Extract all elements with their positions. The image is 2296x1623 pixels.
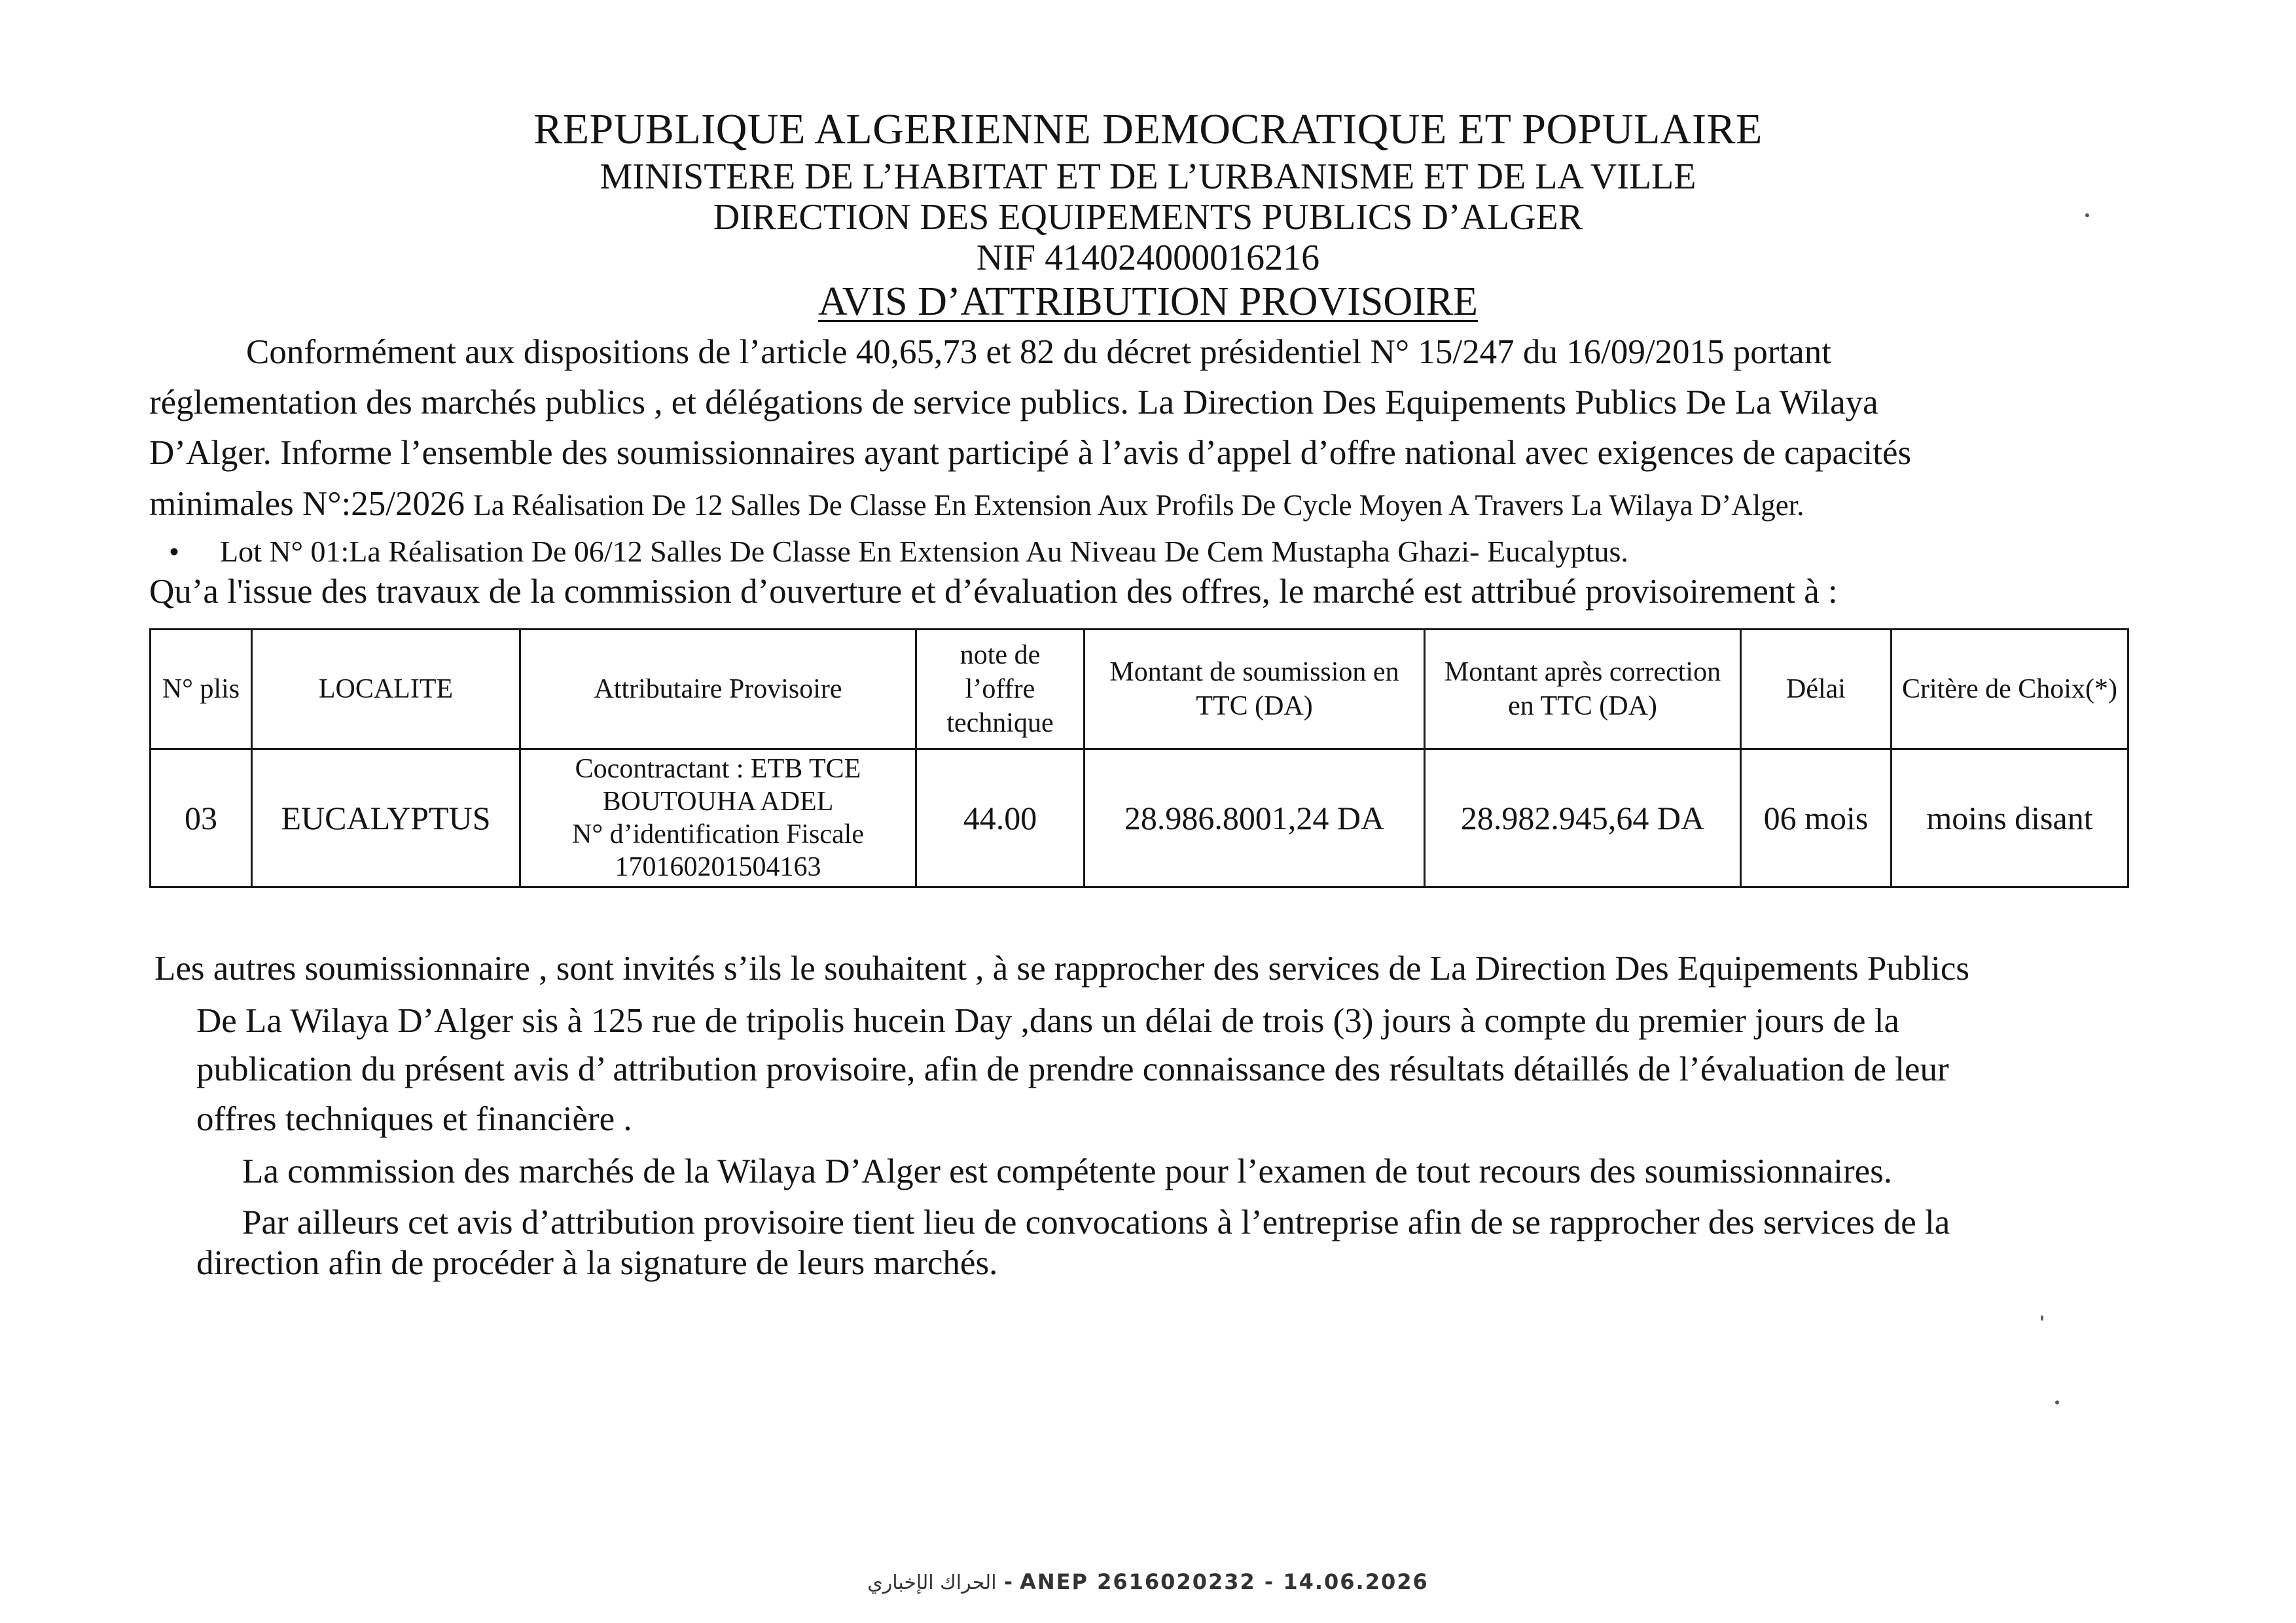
header-critere: Critère de Choix(*) xyxy=(1892,630,2128,749)
header-localite: LOCALITE xyxy=(252,630,520,749)
cell-critere: moins disant xyxy=(1892,749,2128,887)
footer-anep: - ANEP 2616020232 - 14.06.2026 xyxy=(996,1569,1429,1594)
header-ministere: MINISTERE DE L’HABITAT ET DE L’URBANISME ET DE LA VILLE xyxy=(600,156,1696,197)
footer-arabic: الحراك الإخباري xyxy=(867,1571,997,1594)
closing-line-2: De La Wilaya D’Alger sis à 125 rue de tripolis hucein Day ,dans un délai de trois (3) jours à compte du premier jours de la xyxy=(196,1002,1899,1040)
lot-item xyxy=(169,534,1628,569)
cell-delai: 06 mois xyxy=(1741,749,1892,887)
attributaire-line-1: Cocontractant : ETB TCE xyxy=(575,754,861,784)
closing-line-5: La commission des marchés de la Wilaya D’Alger est compétente pour l’examen de tout recours des soumissionnaires. xyxy=(242,1152,1893,1190)
cell-note: 44.00 xyxy=(916,749,1085,887)
intro-line-4 xyxy=(149,484,1804,524)
cell-montant: 28.986.8001,24 DA xyxy=(1085,749,1425,887)
intro-line-5: Qu’a l'issue des travaux de la commission d’ouverture et d’évaluation des offres, le marché est attribué provisoirement à : xyxy=(149,573,1838,611)
header-montant-correction: Montant après correction en TTC (DA) xyxy=(1425,630,1741,749)
cell-montant-correction: 28.982.945,64 DA xyxy=(1425,749,1741,887)
header-note: note de l’offre technique xyxy=(916,630,1085,749)
attributaire-line-4: 170160201504163 xyxy=(615,852,821,882)
document-title xyxy=(0,279,2296,325)
cell-num-plis: 03 xyxy=(151,749,252,887)
scan-speck xyxy=(2085,213,2089,217)
header-montant: Montant de soumission en TTC (DA) xyxy=(1085,630,1425,749)
closing-line-4: offres techniques et financière . xyxy=(196,1100,632,1138)
closing-line-6: Par ailleurs cet avis d’attribution provisoire tient lieu de convocations à l’entreprise afin de se rapprocher des services de la xyxy=(242,1204,1950,1241)
footer-reference xyxy=(0,1569,2296,1594)
intro-line-1: Conformément aux dispositions de l’article 40,65,73 et 82 du décret présidentiel N° 15/247 du 16/09/2015 portant xyxy=(246,333,1831,371)
intro-line-3: D’Alger. Informe l’ensemble des soumissionnaires ayant participé à l’avis d’appel d’offre national avec exigences de capacités xyxy=(149,434,1912,472)
table-header-row xyxy=(151,630,2128,749)
header-direction: DIRECTION DES EQUIPEMENTS PUBLICS D’ALGER xyxy=(713,197,1583,238)
header-nif: NIF 414024000016216 xyxy=(976,238,1320,278)
cell-localite: EUCALYPTUS xyxy=(252,749,520,887)
header-delai: Délai xyxy=(1741,630,1892,749)
attribution-table xyxy=(149,628,2129,888)
attributaire-line-3: N° d’identification Fiscale xyxy=(571,819,864,849)
scan-speck xyxy=(2055,1400,2059,1404)
closing-line-7: direction afin de procéder à la signature de leurs marchés. xyxy=(196,1244,998,1282)
header-num-plis: N° plis xyxy=(151,630,252,749)
lot-text: Lot N° 01:La Réalisation De 06/12 Salles De Classe En Extension Au Niveau De Cem Mustapha Ghazi- Eucalyptus. xyxy=(220,535,1628,568)
closing-line-1: Les autres soumissionnaire , sont invités s’ils le souhaitent , à se rapprocher des services de La Direction Des Equipements Publics xyxy=(154,950,1970,988)
header-republique: REPUBLIQUE ALGERIENNE DEMOCRATIQUE ET POPULAIRE xyxy=(533,105,1763,153)
bullet-icon: • xyxy=(169,535,180,568)
table-row xyxy=(151,749,2128,887)
closing-line-3: publication du présent avis d’ attribution provisoire, afin de prendre connaissance des résultats détaillés de l’évaluation de leur xyxy=(196,1050,1949,1088)
document-title-text: AVIS D’ATTRIBUTION PROVISOIRE xyxy=(817,279,1479,324)
header-attributaire: Attributaire Provisoire xyxy=(520,630,916,749)
intro-line-4-object: La Réalisation De 12 Salles De Classe En Extension Aux Profils De Cycle Moyen A Travers La Wilaya D’Alger. xyxy=(473,489,1804,522)
cell-attributaire xyxy=(520,749,916,887)
intro-line-4-main: minimales N°:25/2026 xyxy=(149,485,474,523)
scan-speck xyxy=(2041,1315,2043,1321)
attributaire-line-2: BOUTOUHA ADEL xyxy=(602,787,834,817)
intro-line-2: réglementation des marchés publics , et délégations de service publics. La Direction Des Equipements Publics De La Wilaya xyxy=(149,383,1878,421)
